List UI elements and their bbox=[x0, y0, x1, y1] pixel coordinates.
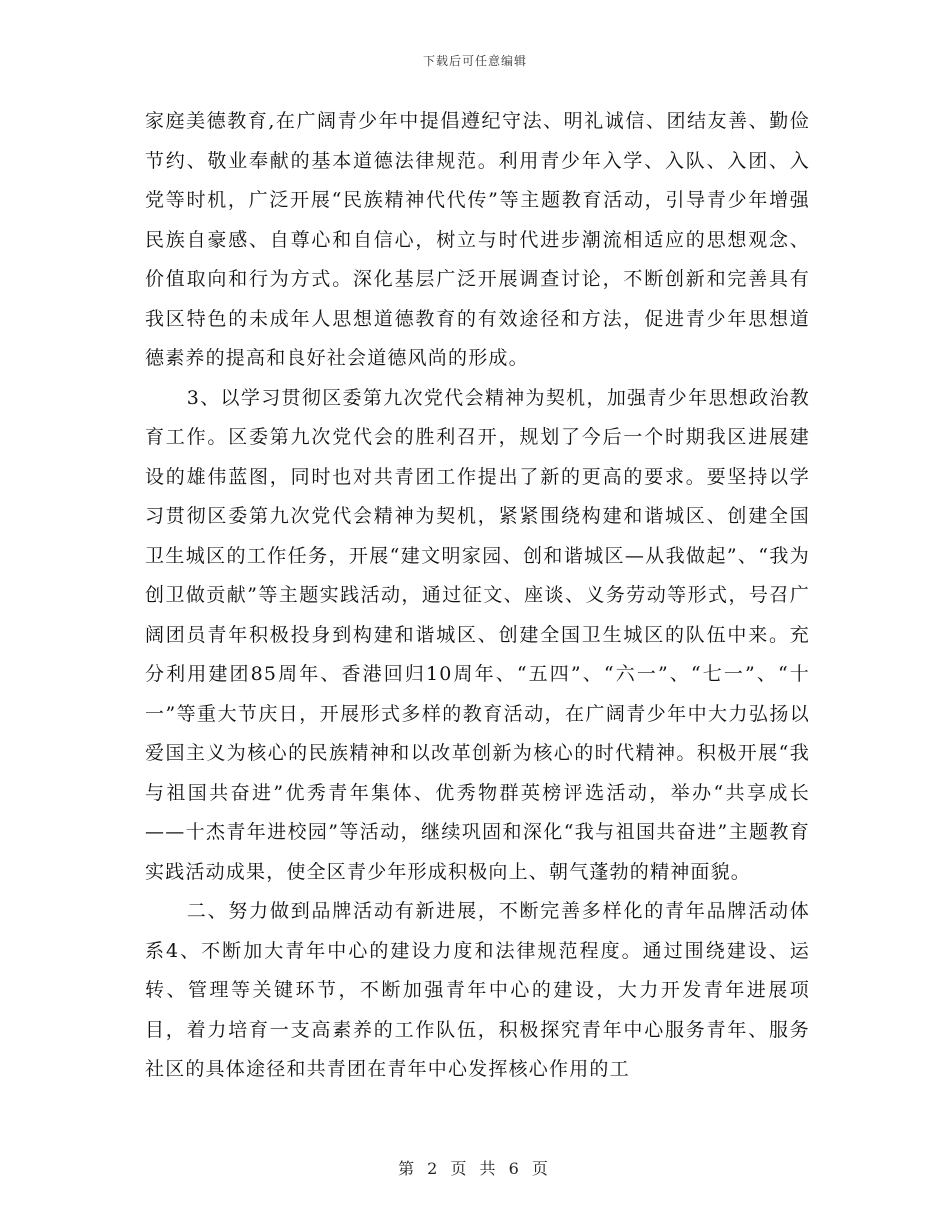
paragraph-2: 3、以学习贯彻区委第九次党代会精神为契机，加强青少年思想政治教育工作。区委第九次党代会的胜利召开，规划了今后一个时期我区进展建设的雄伟蓝图，同时也对共青团工作提出了新的更高的要求。要坚持以学习贯彻区委第九次党代会精神为契机，紧紧围绕构建和谐城区、创建全国卫生城区的工作任务，开展“建文明家园、创和谐城区—从我做起”、“我为创卫做贡献”等主题实践活动，通过征文、座谈、义务劳动等形式，号召广阔团员青年积极投身到构建和谐城区、创建全国卫生城区的队伍中来。充分利用建团85周年、香港回归10周年、“五四”、“六一”、“七一”、“十一”等重大节庆日，开展形式多样的教育活动，在广阔青少年中大力弘扬以爱国主义为核心的民族精神和以改革创新为核心的时代精神。积极开展“我与祖国共奋进”优秀青年集体、优秀物群英榜评选活动，举办“共享成长——十杰青年进校园”等活动，继续巩固和深化“我与祖国共奋进”主题教育实践活动成果，使全区青少年形成积极向上、朝气蓬勃的精神面貌。 bbox=[145, 386, 810, 883]
document-body bbox=[145, 102, 810, 1090]
paragraph-3: 二、努力做到品牌活动有新进展，不断完善多样化的青年品牌活动体系4、不断加大青年中心的建设力度和法律规范程度。通过围绕建设、运转、管理等关键环节，不断加强青年中心的建设，大力开发青年进展项目，着力培育一支高素养的工作队伍，积极探究青年中心服务青年、服务社区的具体途径和共青团在青年中心发挥核心作用的工 bbox=[145, 900, 810, 1080]
page-header: 下载后可任意编辑 bbox=[422, 54, 527, 68]
page-number-footer: 第 2 页 共 6 页 bbox=[398, 1159, 552, 1178]
paragraph-1: 家庭美德教育,在广阔青少年中提倡遵纪守法、明礼诚信、团结友善、勤俭节约、敬业奉献的基本道德法律规范。利用青少年入学、入队、入团、入党等时机，广泛开展“民族精神代代传”等主题教育活动，引导青少年增强民族自豪感、自尊心和自信心，树立与时代进步潮流相适应的思想观念、价值取向和行为方式。深化基层广泛开展调查讨论，不断创新和完善具有我区特色的未成年人思想道德教育的有效途径和方法，促进青少年思想道德素养的提高和良好社会道德风尚的形成。 bbox=[145, 110, 810, 369]
